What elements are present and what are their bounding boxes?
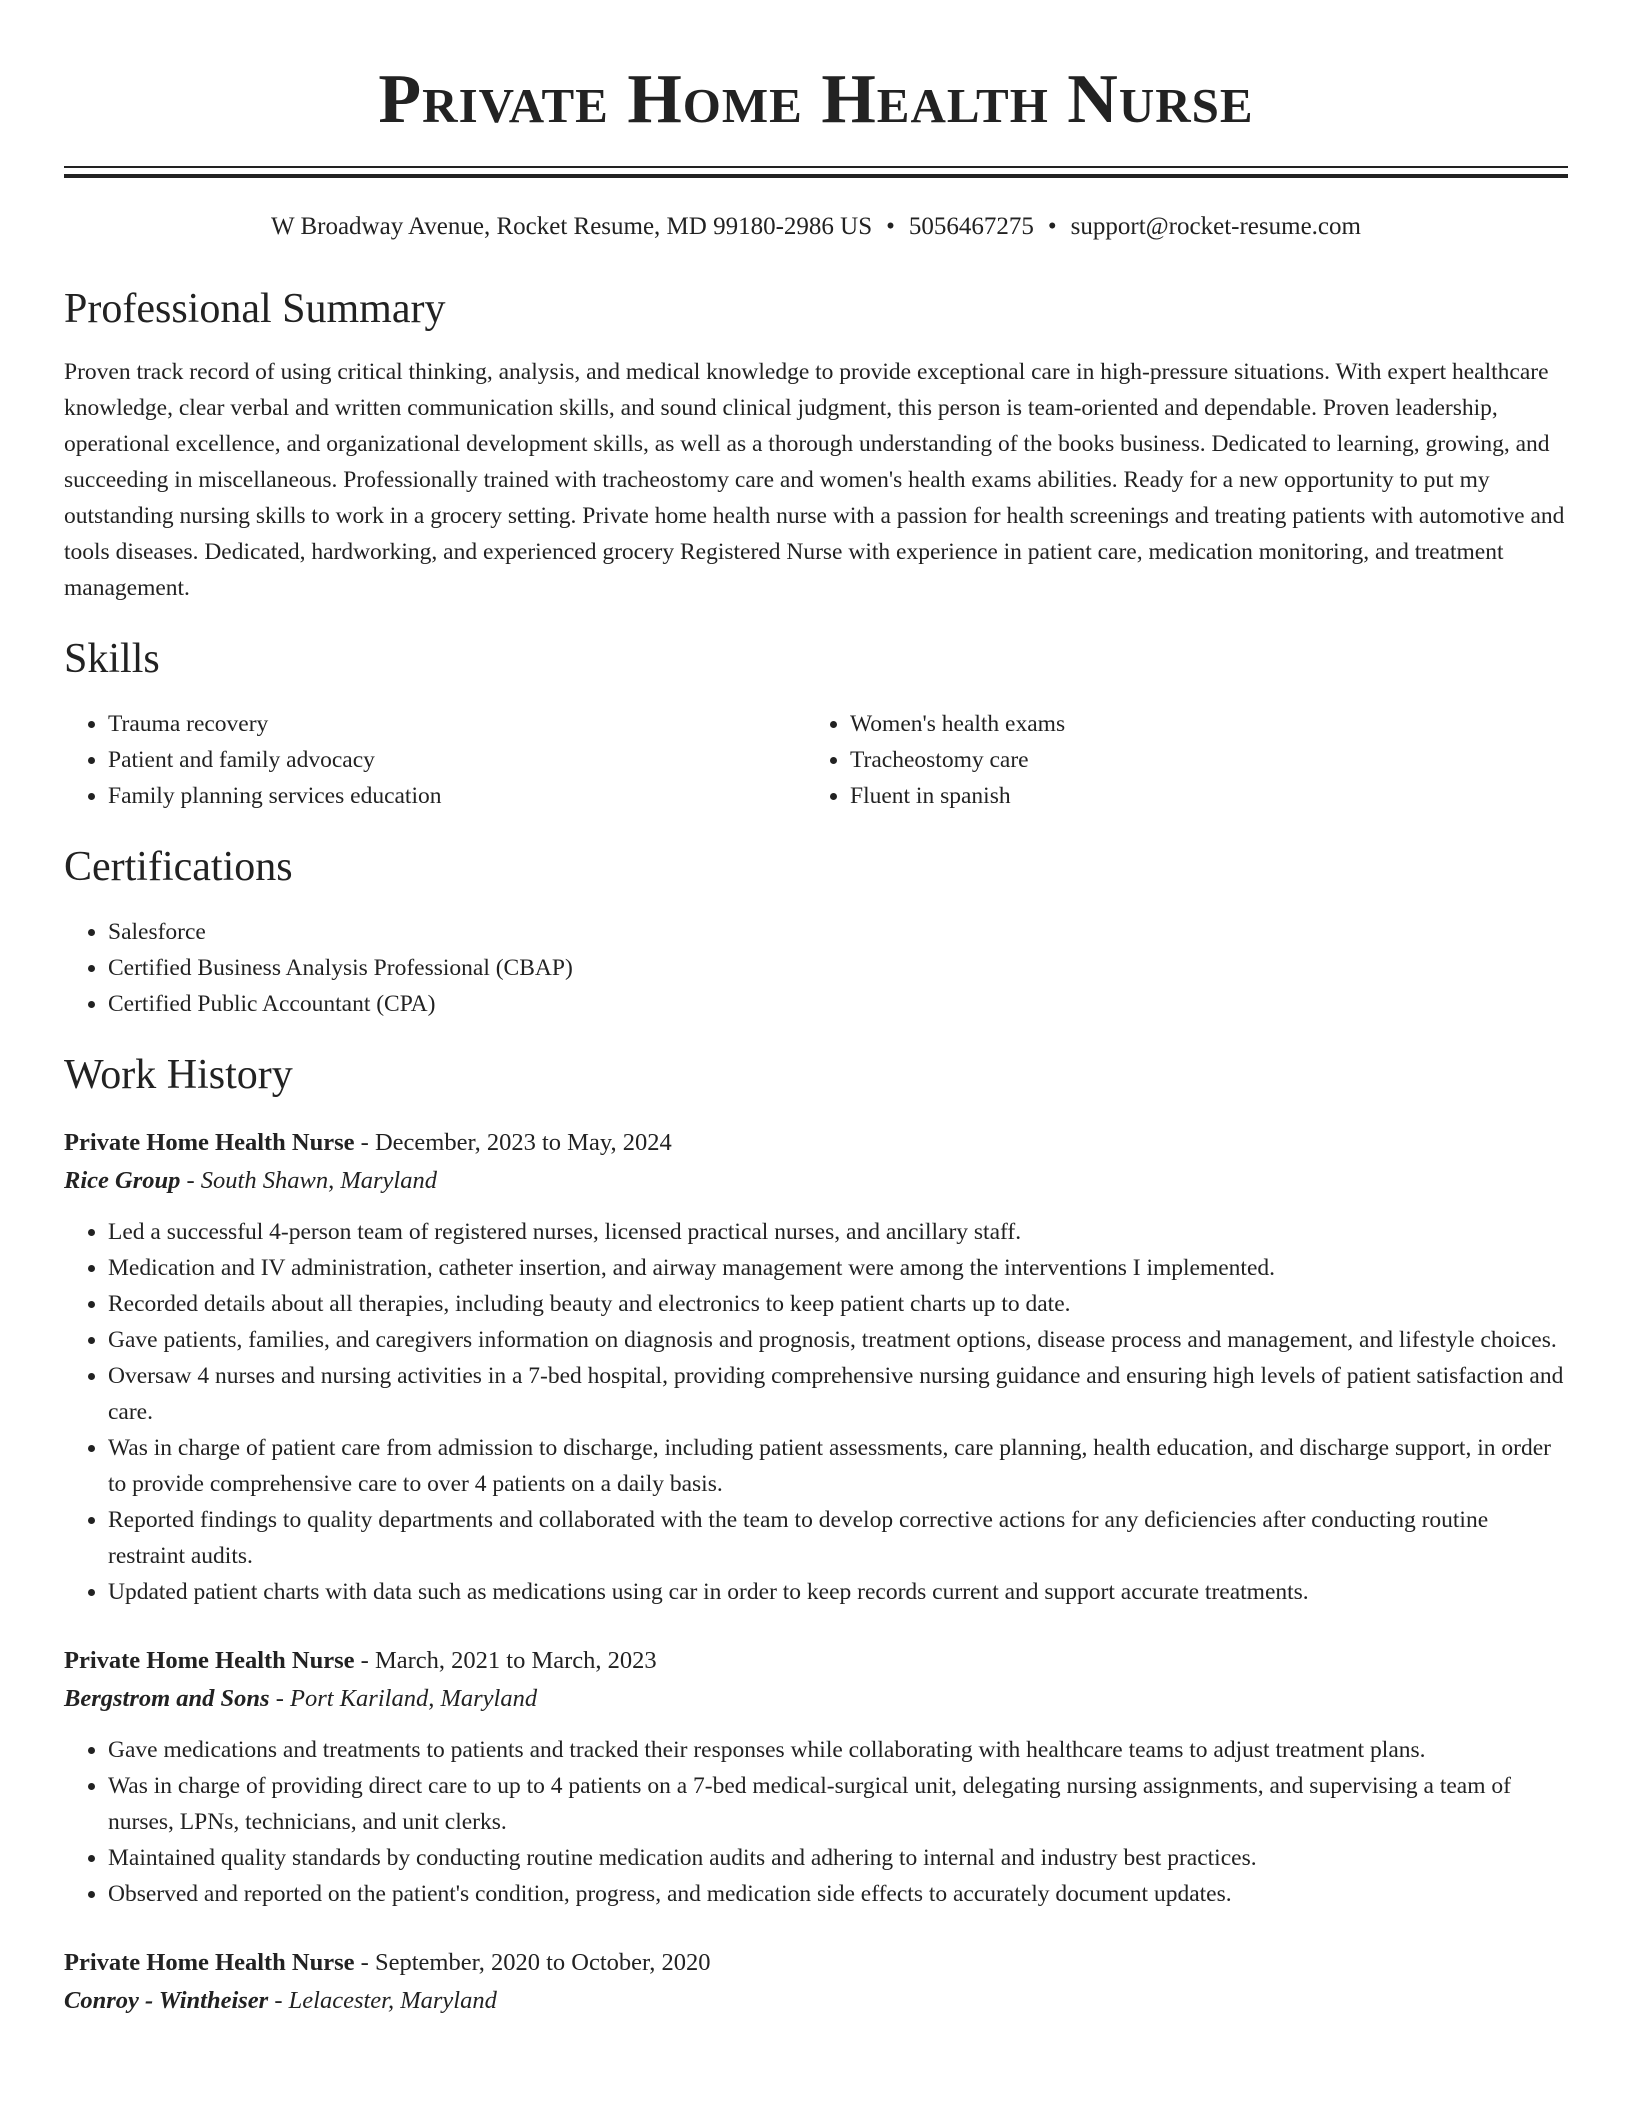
job-header [64,1642,1568,1680]
contact-address: W Broadway Avenue, Rocket Resume, MD 99180-2986 US [271,213,873,240]
job-bullets [64,1732,1568,1912]
resume-title: Private Home Health Nurse [378,61,1254,138]
skills-list-right [806,706,1548,814]
job-header [64,1944,1568,1982]
job-dash: - [354,1949,375,1976]
job-bullet: • Was in charge of patient care from admission to discharge, including patient assessments, care planning, health education, and discharge support, in order to provide comprehensive care to over 4 patients on a daily basis. [108,1430,1568,1502]
job-bullet: • Observed and reported on the patient's condition, progress, and medication side effects to accurately document updates. [108,1876,1568,1912]
job-bullet: • Gave medications and treatments to patients and tracked their responses while collaborating with healthcare teams to adjust treatment plans. [108,1732,1568,1768]
job-entry [64,1642,1568,1912]
certifications-heading: Certifications [64,844,293,890]
job-dates: December, 2023 to May, 2024 [374,1129,672,1156]
resume-page [64,0,1568,2020]
job-bullet: • Gave patients, families, and caregivers information on diagnosis and prognosis, treatment options, disease process and management, and lifestyle choices. [108,1322,1568,1358]
job-location: Lelacester, Maryland [288,1987,497,2014]
job-employer [64,1162,1568,1200]
contact-separator: • [1047,213,1057,240]
skill-item: • Women's health exams [850,706,1548,742]
job-bullet: • Recorded details about all therapies, including beauty and electronics to keep patient charts up to date. [108,1286,1568,1322]
skill-item: • Fluent in spanish [850,778,1548,814]
job-header [64,1124,1568,1162]
skills-list-left [64,706,806,814]
skills-heading: Skills [64,636,160,682]
skills-grid [64,706,1568,814]
job-bullet: • Led a successful 4-person team of registered nurses, licensed practical nurses, and ancillary staff. [108,1214,1568,1250]
job-employer [64,1982,1568,2020]
job-dates: March, 2021 to March, 2023 [374,1647,657,1674]
job-bullet: • Maintained quality standards by conducting routine medication audits and adhering to internal and industry best practices. [108,1840,1568,1876]
work-history-heading: Work History [64,1052,293,1098]
divider-thick-line [64,174,1568,178]
job-dash: - [268,1987,289,2014]
certification-item: • Salesforce [108,914,1568,950]
certification-item: • Certified Public Accountant (CPA) [108,986,1568,1022]
contact-email: support@rocket-resume.com [1070,213,1361,240]
job-bullets [64,1214,1568,1610]
skill-item: • Trauma recovery [108,706,806,742]
divider-thin-line [64,166,1568,168]
skills-column-right [806,706,1548,814]
contact-line [64,212,1568,242]
skill-item: • Family planning services education [108,778,806,814]
job-employer [64,1680,1568,1718]
contact-phone: 5056467275 [908,213,1034,240]
job-dates: September, 2020 to October, 2020 [374,1949,711,1976]
skill-item: • Patient and family advocacy [108,742,806,778]
skills-column-left [64,706,806,814]
contact-separator: • [886,213,895,240]
summary-heading: Professional Summary [64,286,446,332]
job-dash: - [354,1129,375,1156]
job-company: Conroy - Wintheiser [64,1987,269,2014]
skill-item: • Tracheostomy care [850,742,1548,778]
job-entry [64,1124,1568,1610]
job-bullet: • Updated patient charts with data such as medications using car in order to keep records current and support accurate treatments. [108,1574,1568,1610]
job-role: Private Home Health Nurse [64,1949,355,1976]
job-dash: - [354,1647,375,1674]
title-divider [64,166,1568,178]
certification-item: • Certified Business Analysis Professional (CBAP) [108,950,1568,986]
summary-text: Proven track record of using critical thinking, analysis, and medical knowledge to provide exceptional care in high-pressure situations. With expert healthcare knowledge, clear verbal and written communication skills, and sound clinical judgment, this person is team-oriented and dependable. Proven leadership, operational excellence, and organizational development skills, as well as a thorough understanding of the books business. Dedicated to learning, growing, and succeeding in miscellaneous. Professionally trained with tracheostomy care and women's health exams abilities. Ready for a new opportunity to put my outstanding nursing skills to work in a grocery setting. Private home health nurse with a passion for health screenings and treating patients with automotive and tools diseases. Dedicated, hardworking, and experienced grocery Registered Nurse with experience in patient care, medication monitoring, and treatment management. [64,359,1565,601]
job-entry [64,1944,1568,2020]
job-role: Private Home Health Nurse [64,1647,355,1674]
job-bullet: • Medication and IV administration, catheter insertion, and airway management were among the interventions I implemented. [108,1250,1568,1286]
job-company: Rice Group [64,1167,181,1194]
certifications-list [64,914,1568,1022]
job-dash: - [269,1685,291,1712]
job-dash: - [180,1167,201,1194]
job-role: Private Home Health Nurse [64,1129,355,1156]
job-bullet: • Oversaw 4 nurses and nursing activities in a 7-bed hospital, providing comprehensive nursing guidance and ensuring high levels of patient satisfaction and care. [108,1358,1568,1430]
job-location: South Shawn, Maryland [200,1167,437,1194]
job-bullet: • Was in charge of providing direct care to up to 4 patients on a 7-bed medical-surgical unit, delegating nursing assignments, and supervising a team of nurses, LPNs, technicians, and unit clerks. [108,1768,1568,1840]
job-location: Port Kariland, Maryland [290,1685,538,1712]
job-company: Bergstrom and Sons [64,1685,270,1712]
job-bullet: • Reported findings to quality departments and collaborated with the team to develop corrective actions for any deficiencies after conducting routine restraint audits. [108,1502,1568,1574]
